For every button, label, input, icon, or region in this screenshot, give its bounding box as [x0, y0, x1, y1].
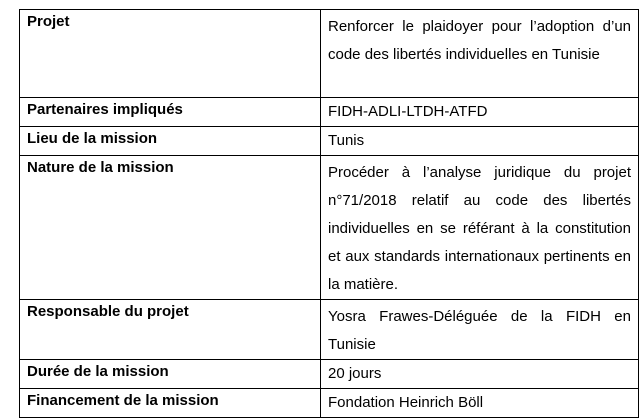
- table-row-duree: [20, 360, 639, 389]
- row-value-projet: Renforcer le plaidoyer pour l’adoption d’un code des libertés individuelles en Tunisie: [321, 10, 639, 98]
- row-value-partenaires: FIDH-ADLI-LTDH-ATFD: [321, 98, 639, 127]
- row-value-financement: Fondation Heinrich Böll: [321, 389, 639, 418]
- row-label-financement: Financement de la mission: [20, 389, 321, 418]
- table-row-lieu: [20, 127, 639, 156]
- row-value-duree: 20 jours: [321, 360, 639, 389]
- row-label-nature: Nature de la mission: [20, 156, 321, 300]
- table-row-financement: [20, 389, 639, 418]
- table-row-responsable: [20, 300, 639, 360]
- row-label-responsable: Responsable du projet: [20, 300, 321, 360]
- table-row-partenaires: [20, 98, 639, 127]
- row-value-lieu: Tunis: [321, 127, 639, 156]
- row-label-duree: Durée de la mission: [20, 360, 321, 389]
- row-label-projet: Projet: [20, 10, 321, 98]
- mission-info-table: [19, 9, 639, 418]
- row-value-nature: Procéder à l’analyse juridique du projet n°71/2018 relatif au code des libertés individuelles en se référant à la constitution et aux standards internationaux pertinents en la matière.: [321, 156, 639, 300]
- table-row-nature: [20, 156, 639, 300]
- row-label-partenaires: Partenaires impliqués: [20, 98, 321, 127]
- row-label-lieu: Lieu de la mission: [20, 127, 321, 156]
- row-value-responsable: Yosra Frawes-Déléguée de la FIDH en Tunisie: [321, 300, 639, 360]
- table-row-projet: [20, 10, 639, 98]
